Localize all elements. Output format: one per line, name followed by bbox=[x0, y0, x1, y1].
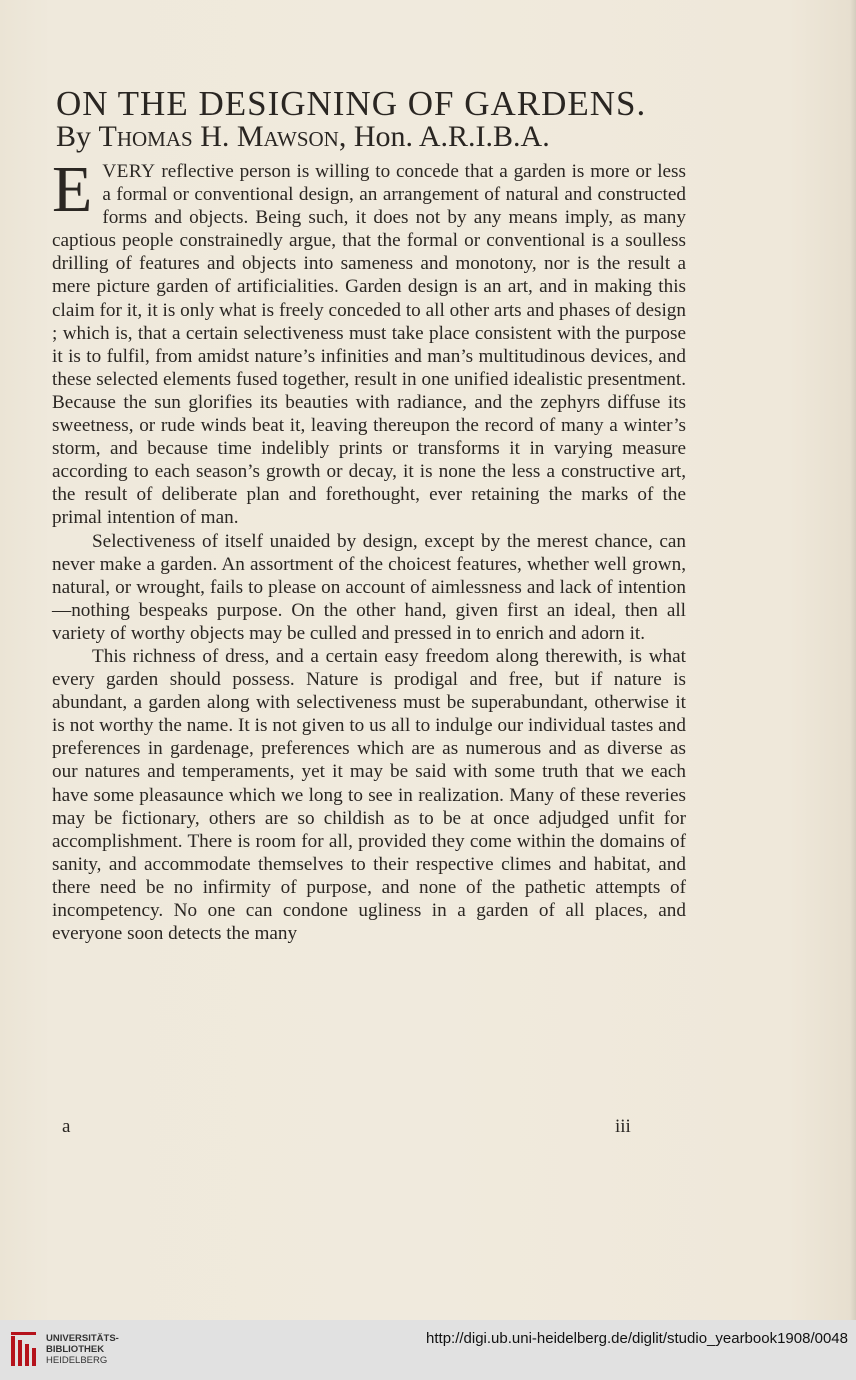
paragraph-3: This richness of dress, and a certain easy freedom along therewith, is what every garden should possess. Nature is prodigal and free, but if nature is abundant, a garden along with selectiveness must be superabundant, otherwise it is not worthy the name. It is not given to us all to indulge our individual tastes and preferences in gardenage, preferences which are as numerous and as diverse as our natures and temperaments, yet it may be said with some truth that we each have some pleasaunce which we long to see in realization. Many of these reveries may be fictionary, others are so childish as to be at once adjudged unfit for accomplishment. There is room for all, provided they come within the domains of sanity, and accommodate themselves to their respective climes and habitat, and there need be no infirmity of purpose, and none of the pathetic attempts of incompetency. No one can condone ugliness in a garden of all places, and everyone soon detects the many bbox=[52, 645, 686, 945]
paragraph-1-text: reflective person is willing to concede that a garden is more or less a formal or conventional design, an arrangement of natural and constructed forms and objects. Being such, it does not by any means imply, as many captious people constrainedly argue, that the formal or conventional is a soulless drilling of features and objects into sameness and monotony, nor is the result a mere picture garden of artificialities. Garden design is an art, and in making this claim for it, it is only what is freely conceded to all other arts and phases of design ; which is, that a certain selectiveness must take place consistent with the purpose it is to fulfil, from amidst nature’s infinities and man’s multitudinous devices, and these selected elements fused together, result in one unified idealistic presentment. Because the sun glorifies its beauties with radiance, and the zephyrs diffuse its sweetness, or rude winds beat it, leaving thereupon the record of many a winter’s storm, and because time indelibly prints or transforms it in varying measure according to each season’s growth or decay, it is none the less a constructive art, the result of deliberate plan and forethought, ever retaining the marks of the primal intention of man. bbox=[52, 161, 686, 529]
article-byline bbox=[56, 119, 706, 155]
source-url-link[interactable]: http://digi.ub.uni-heidelberg.de/diglit/studio_yearbook1908/0048 bbox=[426, 1330, 848, 1347]
drop-cap: E bbox=[52, 153, 93, 226]
byline-by: By bbox=[56, 120, 92, 153]
signature-mark: a bbox=[62, 1116, 71, 1137]
article-title: ON THE DESIGNING OF GARDENS. bbox=[56, 84, 647, 123]
paragraph-2: Selectiveness of itself unaided by design, except by the merest chance, can never make a garden. An assortment of the choicest features, whether well grown, natural, or wrought, fails to please on account of aimlessness and lack of intention—nothing bespeaks purpose. On the other hand, given first an ideal, then all variety of worthy objects may be culled and pressed in to enrich and adorn it. bbox=[52, 530, 686, 644]
byline-credentials: Hon. A.R.I.B.A. bbox=[353, 120, 550, 153]
viewer-footer-bar bbox=[0, 1320, 856, 1380]
page-edge-shadow bbox=[850, 0, 856, 1320]
library-line-1: UNIVERSITÄTS- bbox=[46, 1333, 119, 1344]
page-number: iii bbox=[615, 1116, 631, 1137]
article-body bbox=[52, 153, 686, 945]
library-line-3: HEIDELBERG bbox=[46, 1355, 108, 1366]
first-word: VERY bbox=[102, 161, 156, 182]
paragraph-1 bbox=[52, 153, 686, 530]
byline-author: Thomas H. Mawson, bbox=[98, 120, 347, 153]
university-library-logo-icon bbox=[10, 1330, 40, 1370]
library-name bbox=[46, 1333, 119, 1366]
library-line-2: BIBLIOTHEK bbox=[46, 1344, 105, 1355]
